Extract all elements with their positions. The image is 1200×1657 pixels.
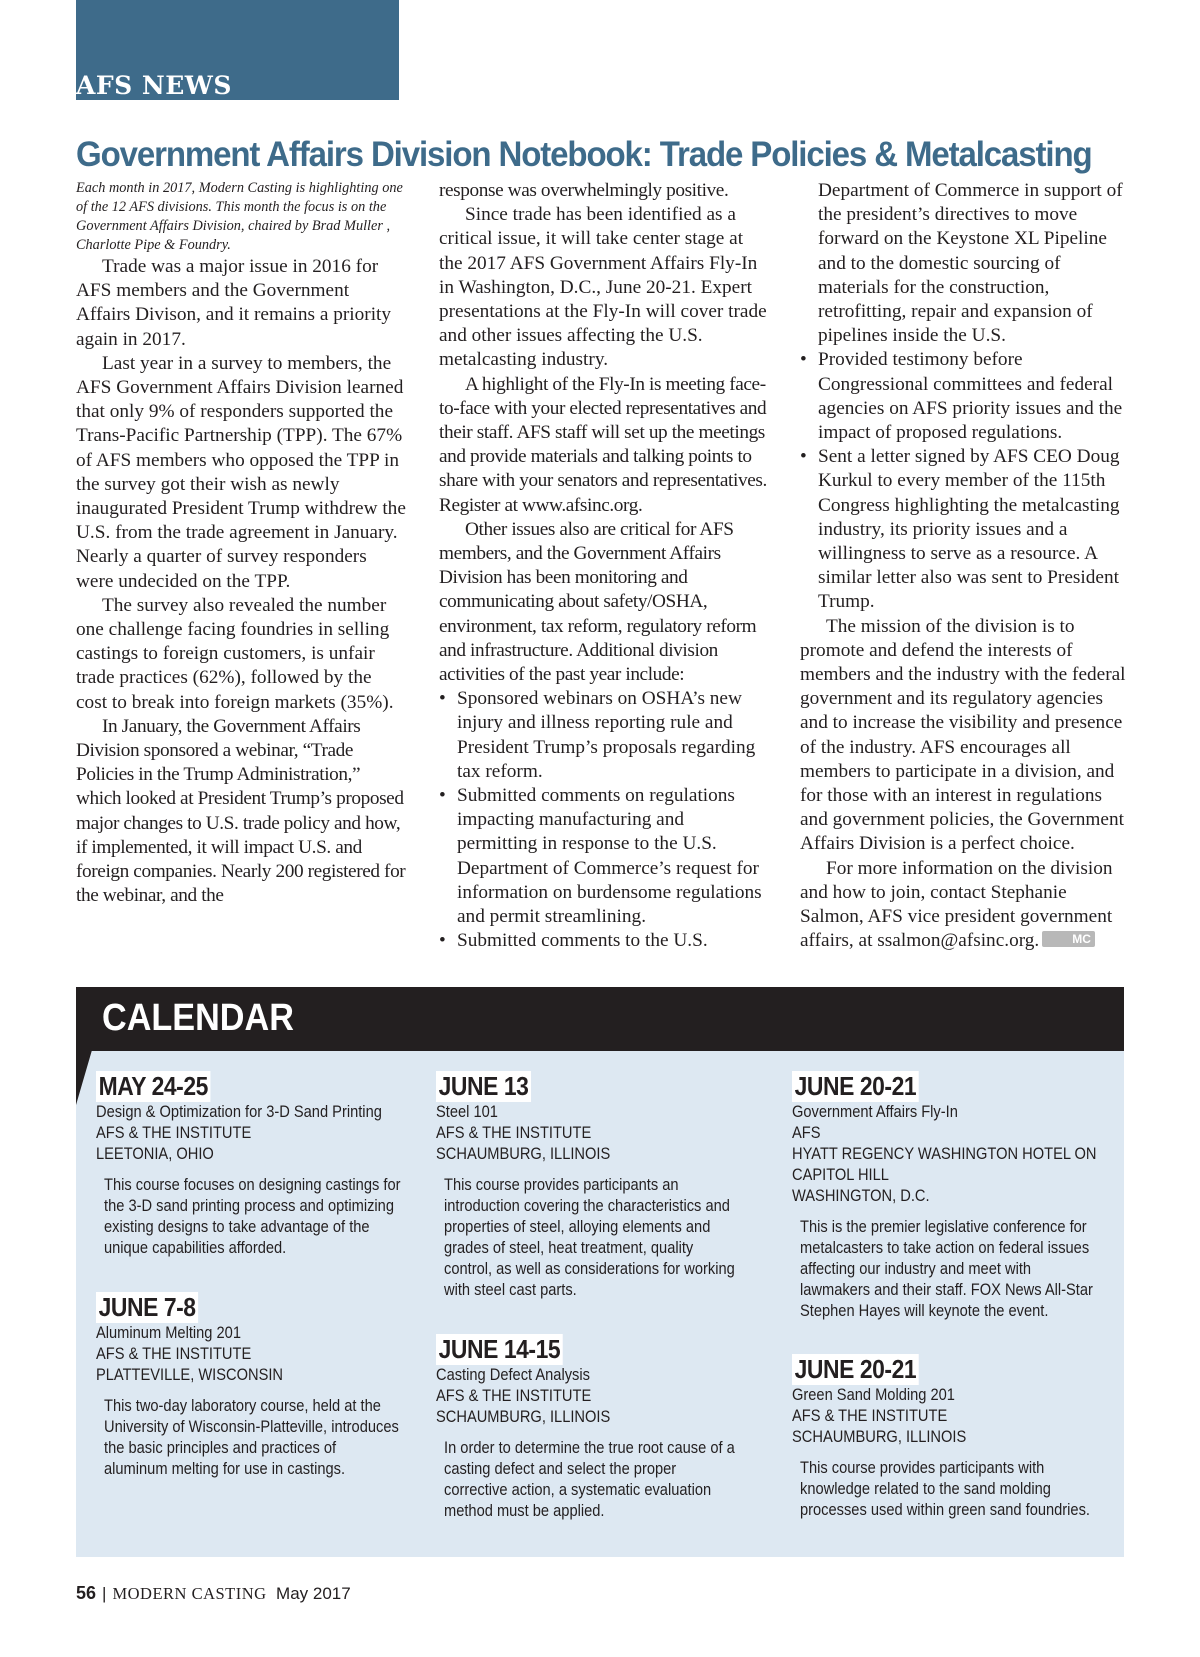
event-date: JUNE 14-15: [436, 1334, 563, 1365]
event-description: This course focuses on designing castings for the 3-D sand printing process and optimizing existing designs to take advantage of the unique capabilities afforded.: [104, 1176, 401, 1257]
calendar-event: [436, 1334, 774, 1522]
paragraph: The survey also revealed the number one challenge facing foundries in selling castings to foreign customers, is unfair trade practices (62%), followed by the cost to break into foreign markets (35%).: [76, 594, 394, 713]
article-headline: Government Affairs Division Notebook: Trade Policies & Metalcasting: [76, 134, 1092, 174]
event-date: JUNE 7-8: [96, 1292, 198, 1323]
event-location: SCHAUMBURG, ILLINOIS: [792, 1428, 967, 1446]
event-title: Government Affairs Fly-In: [792, 1103, 958, 1121]
list-item-text: Sponsored webinars on OSHA’s new injury and illness reporting rule and President Trump’s proposals regarding tax reform.: [457, 688, 756, 782]
page-footer: [76, 1583, 351, 1604]
event-organizer: AFS & THE INSTITUTE: [436, 1124, 592, 1142]
list-item: [800, 348, 1130, 445]
paragraph: Trade was a major issue in 2016 for AFS members and the Government Affairs Divison, and it remains a priority again in 2017.: [76, 256, 392, 350]
event-organizer: AFS & THE INSTITUTE: [436, 1387, 592, 1405]
calendar-event: [436, 1071, 774, 1301]
list-item-text: Provided testimony before Congressional committees and federal agencies on AFS priority issues and the impact of proposed regulations.: [818, 349, 1123, 444]
event-date: JUNE 20-21: [792, 1071, 919, 1102]
section-tag: AFS NEWS: [76, 71, 232, 100]
event-title: Green Sand Molding 201: [792, 1386, 955, 1404]
article-intro: Each month in 2017, Modern Casting is highlighting one of the 12 AFS divisions. This month the focus is on the Government Affairs Division, chaired by Brad Muller , Charlotte Pipe & Foundry.: [76, 180, 403, 253]
list-item-text: Sent a letter signed by AFS CEO Doug Kurkul to every member of the 115th Congress highlighting the metalcasting industry, its priority issues and a willingness to serve as a resource. A similar letter also was sent to President Trump.: [818, 446, 1120, 613]
paragraph: Other issues also are critical for AFS members, and the Government Affairs Division has been monitoring and communicating about safety/OSHA, environment, tax reform, regulatory reform and infrastructure. Additional division activities of the past year include:: [439, 518, 757, 686]
event-description: This is the premier legislative conference for metalcasters to take action on federal issues affecting our industry and meet with lawmakers and their staff. FOX News All-Star Stephen Hayes will keynote the event.: [800, 1218, 1093, 1320]
calendar-event: [96, 1071, 434, 1259]
bullet-icon: •: [439, 785, 446, 807]
list-item: [439, 929, 769, 953]
calendar-event: [96, 1292, 434, 1480]
bullet-icon: •: [800, 446, 807, 468]
event-description: This course provides participants an introduction covering the characteristics and properties of steel, alloying elements and grades of steel, heat treatment, quality control, as well as considerations for working with steel cast parts.: [444, 1176, 735, 1299]
event-date: JUNE 13: [436, 1071, 531, 1102]
event-date: JUNE 20-21: [792, 1354, 919, 1385]
activity-list: [439, 687, 769, 953]
article-column-2: [439, 179, 769, 954]
paragraph: Last year in a survey to members, the AFS Government Affairs Division learned that only 9% of responders supported the Trans-Pacific Partnership (TPP). The 67% of AFS members who opposed the TPP in the survey got their wish as newly inaugurated President Trump withdrew the U.S. from the trade agreement in January. Nearly a quarter of survey responders were undecided on the TPP.: [76, 352, 406, 592]
bullet-icon: •: [439, 930, 446, 952]
bullet-icon: •: [800, 349, 807, 371]
paragraph: A highlight of the Fly-In is meeting face-to-face with your elected representatives and their staff. AFS staff will set up the meetings and provide materials and talking points to share with your senators and representatives. Register at www.afsinc.org.: [439, 373, 767, 516]
event-location: CAPITOL HILL: [792, 1166, 889, 1184]
magazine-name: MODERN CASTING: [112, 1584, 267, 1603]
activity-list-continued: [800, 348, 1130, 614]
event-description: This two-day laboratory course, held at the University of Wisconsin-Platteville, introduces the basic principles and practices of aluminum melting for use in castings.: [104, 1397, 399, 1478]
event-location: LEETONIA, OHIO: [96, 1145, 214, 1163]
end-mark-badge: MC: [1042, 931, 1095, 947]
calendar-header-wedge: [76, 1050, 92, 1105]
list-item: [439, 687, 769, 784]
event-organizer: AFS & THE INSTITUTE: [96, 1124, 252, 1142]
paragraph: response was overwhelmingly positive.: [439, 180, 729, 201]
list-item: [800, 445, 1130, 614]
event-title: Steel 101: [436, 1103, 498, 1121]
footer-divider: |: [102, 1584, 107, 1603]
paragraph: Since trade has been identified as a critical issue, it will take center stage at the 2017 AFS Government Affairs Fly-In in Washington, D.C., June 20-21. Expert presentations at the Fly-In will cover trade and other issues affecting the U.S. metalcasting industry.: [439, 204, 767, 371]
list-item-continued: Department of Commerce in support of the president’s directives to move forward on the Keystone XL Pipeline and to the domestic sourcing of materials for the construction, retrofitting, repair and expansion of pipelines inside the U.S.: [818, 180, 1123, 347]
event-location: WASHINGTON, D.C.: [792, 1187, 930, 1205]
event-title: Casting Defect Analysis: [436, 1366, 590, 1384]
event-organizer: AFS & THE INSTITUTE: [792, 1407, 948, 1425]
event-location: PLATTEVILLE, WISCONSIN: [96, 1366, 284, 1384]
contact-paragraph: For more information on the division and how to join, contact Stephanie Salmon, AFS vice president government affairs, at ssalmon@afsinc.org.: [800, 857, 1113, 952]
article-column-3: [800, 179, 1130, 954]
bullet-icon: •: [439, 688, 446, 710]
event-organizer: AFS: [792, 1124, 821, 1142]
list-item: [439, 784, 769, 929]
event-location: SCHAUMBURG, ILLINOIS: [436, 1408, 611, 1426]
event-organizer: AFS & THE INSTITUTE: [96, 1345, 252, 1363]
event-description: In order to determine the true root cause of a casting defect and select the proper corrective action, a systematic evaluation method must be applied.: [444, 1439, 735, 1520]
paragraph: The mission of the division is to promote and defend the interests of members and the industry with the federal government and its regulatory agencies and to increase the visibility and presence of the industry. AFS encourages all members to participate in a division, and for those with an interest in regulations and government policies, the Government Affairs Division is a perfect choice.: [800, 615, 1126, 855]
article-column-1: [76, 179, 406, 908]
event-location: HYATT REGENCY WASHINGTON HOTEL ON: [792, 1145, 1097, 1163]
event-title: Aluminum Melting 201: [96, 1324, 241, 1342]
event-date: MAY 24-25: [96, 1071, 211, 1102]
page-number: 56: [76, 1583, 97, 1603]
calendar-event: [792, 1354, 1130, 1521]
calendar-title: CALENDAR: [102, 997, 294, 1039]
issue-date: May 2017: [276, 1584, 351, 1603]
event-location: SCHAUMBURG, ILLINOIS: [436, 1145, 611, 1163]
list-item-text: Submitted comments to the U.S.: [457, 930, 708, 952]
event-description: This course provides participants with knowledge related to the sand molding processes used within green sand foundries.: [800, 1459, 1090, 1519]
calendar-event: [792, 1071, 1130, 1322]
event-title: Design & Optimization for 3-D Sand Printing: [96, 1103, 382, 1121]
list-item-text: Submitted comments on regulations impacting manufacturing and permitting in response to the U.S. Department of Commerce’s request for information on burdensome regulations and permit streamlining.: [457, 785, 762, 928]
paragraph: In January, the Government Affairs Division sponsored a webinar, “Trade Policies in the Trump Administration,” which looked at President Trump’s proposed major changes to U.S. trade policy and how, if implemented, it will impact U.S. and foreign companies. Nearly 200 registered for the webinar, and the: [76, 715, 406, 907]
